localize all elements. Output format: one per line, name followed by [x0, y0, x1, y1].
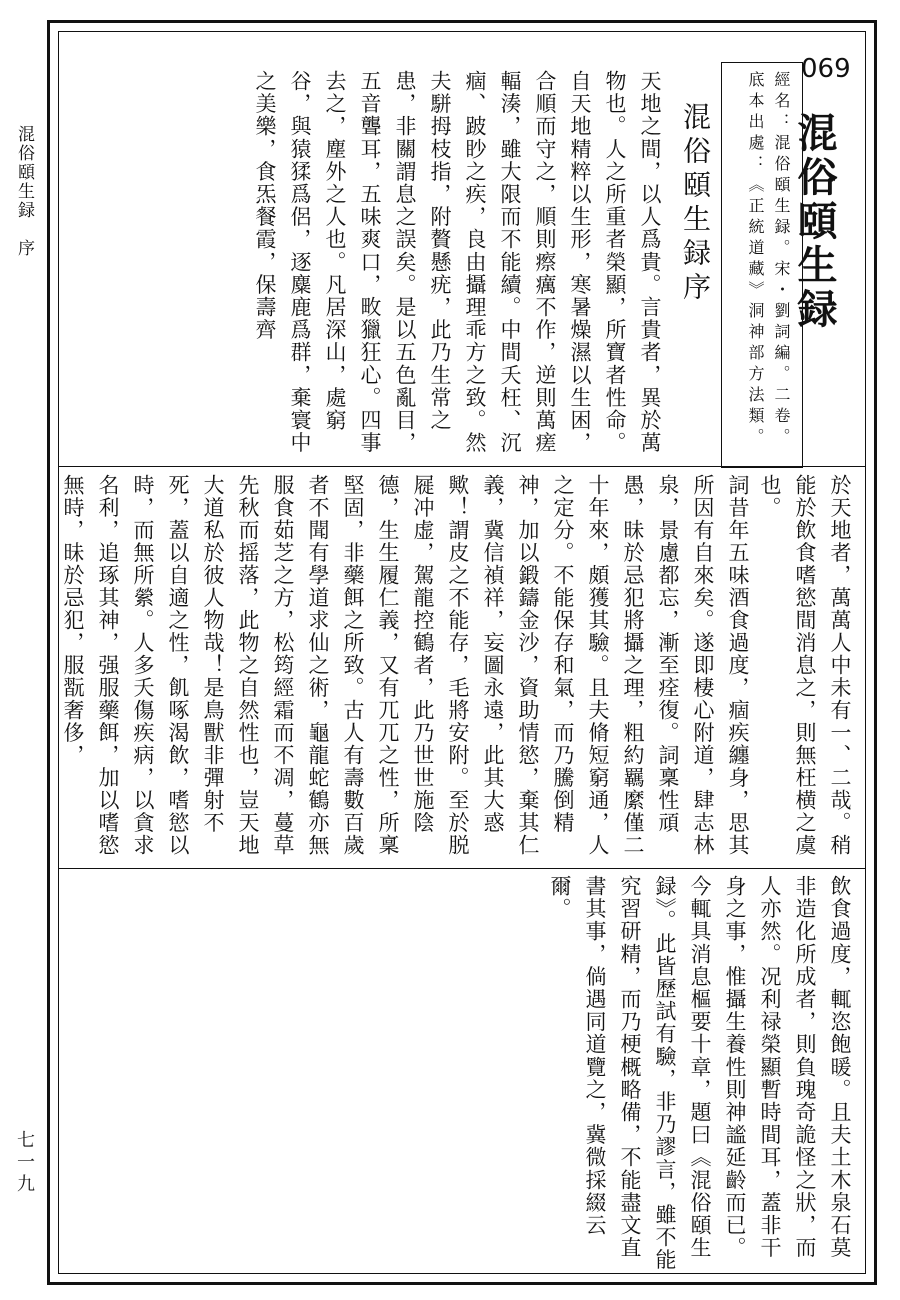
running-head: 混俗頤生録 序: [14, 125, 34, 258]
page-frame: [47, 20, 877, 1285]
preface-text-mid-1: 於天地者，萬萬人中未有一、二哉。稍能於飲食嗜慾間消息之，則無枉横之虞也。: [758, 474, 852, 857]
preface-title: 混俗頤生録序: [679, 102, 712, 306]
divider-rule-1: [59, 466, 865, 467]
preface-text-top: 天地之間，以人爲貴。言貴者，異於萬物也。人之所重者榮顯，所寶者性命。自天地精粹以生形，寒暑燥濕以生困，合順而守之，順則瘵癘不作，逆則萬瘥輻湊，雖大限而不能續。中間夭枉、沉痼、跛眇之疾，良由攝理乖方之致。然夫駢拇枝指，附贅懸疣，此乃生常之患，非關謂息之誤矣。是以五色亂目，五音聾耳，五味爽口，畋獵狂心。四事去之，塵外之人也。凡居深山，處窮谷，與猿猱爲侶，逐麋鹿爲群，棄寰中之美樂，食炁餐霞，保壽齊: [253, 70, 662, 455]
sutra-number: 069: [801, 54, 851, 84]
page-inner-frame: [58, 31, 866, 1274]
divider-rule-2: [59, 868, 865, 869]
preface-text-mid-2: 詞昔年五味酒食過度，痼疾纏身，思其所因有自來矣。遂即棲心附道，肆志林泉，景慮都忘，漸至痊復。詞稟性頑愚，昧於忌犯將攝之理，粗約羈縻僅二十年來，頗獲其驗。且夫脩短窮通，人之定分。不能保存和氣，而乃騰倒精神，加以鍛鑄金沙，資助情慾，棄其仁義，冀信禎祥，妄圖永遠，此其大惑歟！謂皮之不能存，毛將安附。至於脱屣冲虚，駕龍控鶴者，此乃世世施陰德，生生履仁義，又有兀兀之性，所稟堅固，非藥餌之所致。古人有壽數百歲者不聞有學道求仙之術，龜龍蛇鶴亦無服食茹芝之方，松筠經霜而不凋，蔓草先秋而摇落，此物之自然性也，豈天地大道私於彼人物哉！是鳥獸非彈射不死，蓋以自適之性，飢啄渴飲，嗜慾以時，而無所縈。人多夭傷疾病，以貪求名利，追琢其神，强服藥餌，加以嗜慾無時，昧於忌犯，服翫奢侈，: [61, 474, 750, 857]
sutra-meta-text: 經名：混俗頤生録。宋・劉詞編。二卷。底本出處：《正統道藏》洞神部方法類。: [746, 71, 791, 449]
sutra-meta-box: [721, 62, 803, 468]
page-number: 七一九: [14, 1130, 35, 1196]
sutra-title: 混俗頤生録: [791, 112, 837, 332]
preface-text-bottom: 飲食過度，輒恣飽暖。且夫土木泉石莫非造化所成者，則負瑰奇詭怪之狀，而人亦然。况利禄榮顯暫時間耳，蓋非干身之事，惟攝生養性則神謐延齡而已。今輒具消息樞要十章，題曰《混俗頤生録》。此皆歷試有驗，非乃謬言，雖不能究習研精，而乃梗概略備，不能盡文直書其事，倘遇同道覽之，冀微採綴云爾。: [548, 875, 852, 1272]
